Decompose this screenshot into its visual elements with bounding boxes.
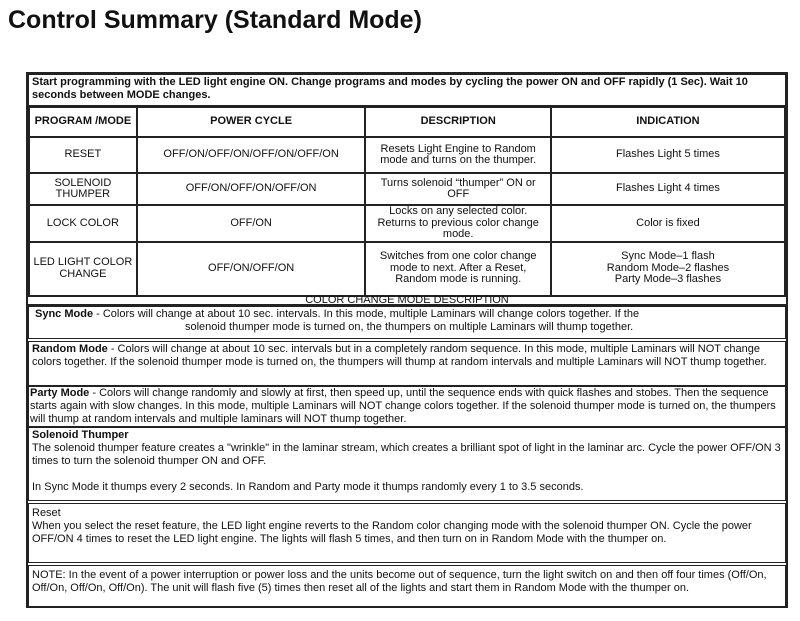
row-mode: LED LIGHT COLOR CHANGE xyxy=(29,242,137,296)
row-description: Turns solenoid “thumper” ON or OFF xyxy=(365,173,550,205)
row-power-cycle: OFF/ON xyxy=(137,205,366,242)
header-power-cycle: POWER CYCLE xyxy=(137,107,366,137)
table-row xyxy=(29,205,785,242)
table-row xyxy=(29,173,785,205)
random-mode-section xyxy=(28,341,786,386)
sync-mode-section xyxy=(28,306,786,339)
indication-line: Party Mode–3 flashes xyxy=(614,273,722,286)
sync-mode-text-2: solenoid thumper mode is turned on, the thumpers on multiple Laminars will thump together. xyxy=(185,321,634,333)
row-mode: LOCK COLOR xyxy=(29,205,137,242)
note-section xyxy=(28,565,786,607)
random-mode-label: Random Mode xyxy=(32,343,108,355)
page-title: Control Summary (Standard Mode) xyxy=(8,6,422,34)
reset-text: When you select the reset feature, the LED light engine reverts to the Random color changing mode with the solenoid thumper ON. Cycle the power OFF/ON 4 times to reset the LED light engine. The lights will flash 5 times, and then turn on in Random Mode with the thumper on. xyxy=(32,520,752,545)
row-power-cycle: OFF/ON/OFF/ON xyxy=(137,242,366,296)
party-mode-label: Party Mode xyxy=(30,387,90,399)
header-program-mode: PROGRAM /MODE xyxy=(29,107,137,137)
solenoid-text-2: In Sync Mode it thumps every 2 seconds. In Random and Party mode it thumps randomly every 1 to 3.5 seconds. xyxy=(32,481,584,493)
table-header-row xyxy=(29,107,785,137)
control-table xyxy=(28,106,786,297)
indication-line: Random Mode–2 flashes xyxy=(606,261,730,274)
sync-mode-label: Sync Mode xyxy=(35,308,94,320)
intro-text: Start programming with the LED light engine ON. Change programs and modes by cycling the power ON and OFF rapidly (1 Sec). Wait 10 seconds between MODE changes. xyxy=(28,74,786,106)
row-indication: Flashes Light 5 times xyxy=(551,137,785,173)
reset-heading: Reset xyxy=(32,507,61,519)
solenoid-heading: Solenoid Thumper xyxy=(32,429,129,441)
reset-section xyxy=(28,503,786,563)
row-mode: RESET xyxy=(29,137,137,173)
sync-mode-text: - Colors will change at about 10 sec. intervals. In this mode, multiple Laminars will change colors together. If the xyxy=(93,308,640,320)
row-description: Resets Light Engine to Random mode and turns on the thumper. xyxy=(365,137,550,173)
row-power-cycle: OFF/ON/OFF/ON/OFF/ON/OFF/ON xyxy=(137,137,366,173)
header-indication: INDICATION xyxy=(551,107,785,137)
solenoid-text: The solenoid thumper feature creates a "wrinkle" in the laminar stream, which creates a brilliant spot of light in the laminar arc. Cycle the power OFF/ON 3 times to turn the solenoid thumper ON and OFF. xyxy=(32,442,781,467)
header-description: DESCRIPTION xyxy=(365,107,550,137)
random-mode-text: - Colors will change at about 10 sec. intervals but in a completely random sequence. In this mode, multiple Laminars will NOT change colors together. If the solenoid thumper mode is turned on, the thumpers will thump at random intervals and multiple Laminars will NOT thump together. xyxy=(32,343,767,368)
note-text: NOTE: In the event of a power interruption or power loss and the units become out of sequence, turn the light switch on and then off four times (Off/On, Off/On, Off/On, Off/On). The unit will flash five (5) times then reset all of the lights and start them in Random Mode with the thumper on. xyxy=(32,569,767,594)
row-power-cycle: OFF/ON/OFF/ON/OFF/ON xyxy=(137,173,366,205)
solenoid-thumper-section xyxy=(28,427,786,501)
row-indication: Color is fixed xyxy=(551,205,785,242)
row-description: Locks on any selected color. Returns to previous color change mode. xyxy=(365,205,550,242)
color-change-heading: COLOR CHANGE MODE DESCRIPTION xyxy=(28,294,786,306)
row-indication xyxy=(551,242,785,296)
row-description: Switches from one color change mode to next. After a Reset, Random mode is running. xyxy=(365,242,550,296)
table-row xyxy=(29,242,785,296)
table-row xyxy=(29,137,785,173)
row-mode: SOLENOID THUMPER xyxy=(29,173,137,205)
row-indication: Flashes Light 4 times xyxy=(551,173,785,205)
indication-line: Sync Mode–1 flash xyxy=(621,250,715,263)
party-mode-section xyxy=(28,386,786,427)
party-mode-text: - Colors will change randomly and slowly at first, then speed up, until the sequence ends with quick flashes and stobes. Then the sequence starts again with slow changes. In this mode, multiple Laminars will NOT change colors together. If the solenoid thumper mode is turned on, the thumpers will thump at random intervals and multiple laminars will NOT thump together. xyxy=(30,387,776,425)
